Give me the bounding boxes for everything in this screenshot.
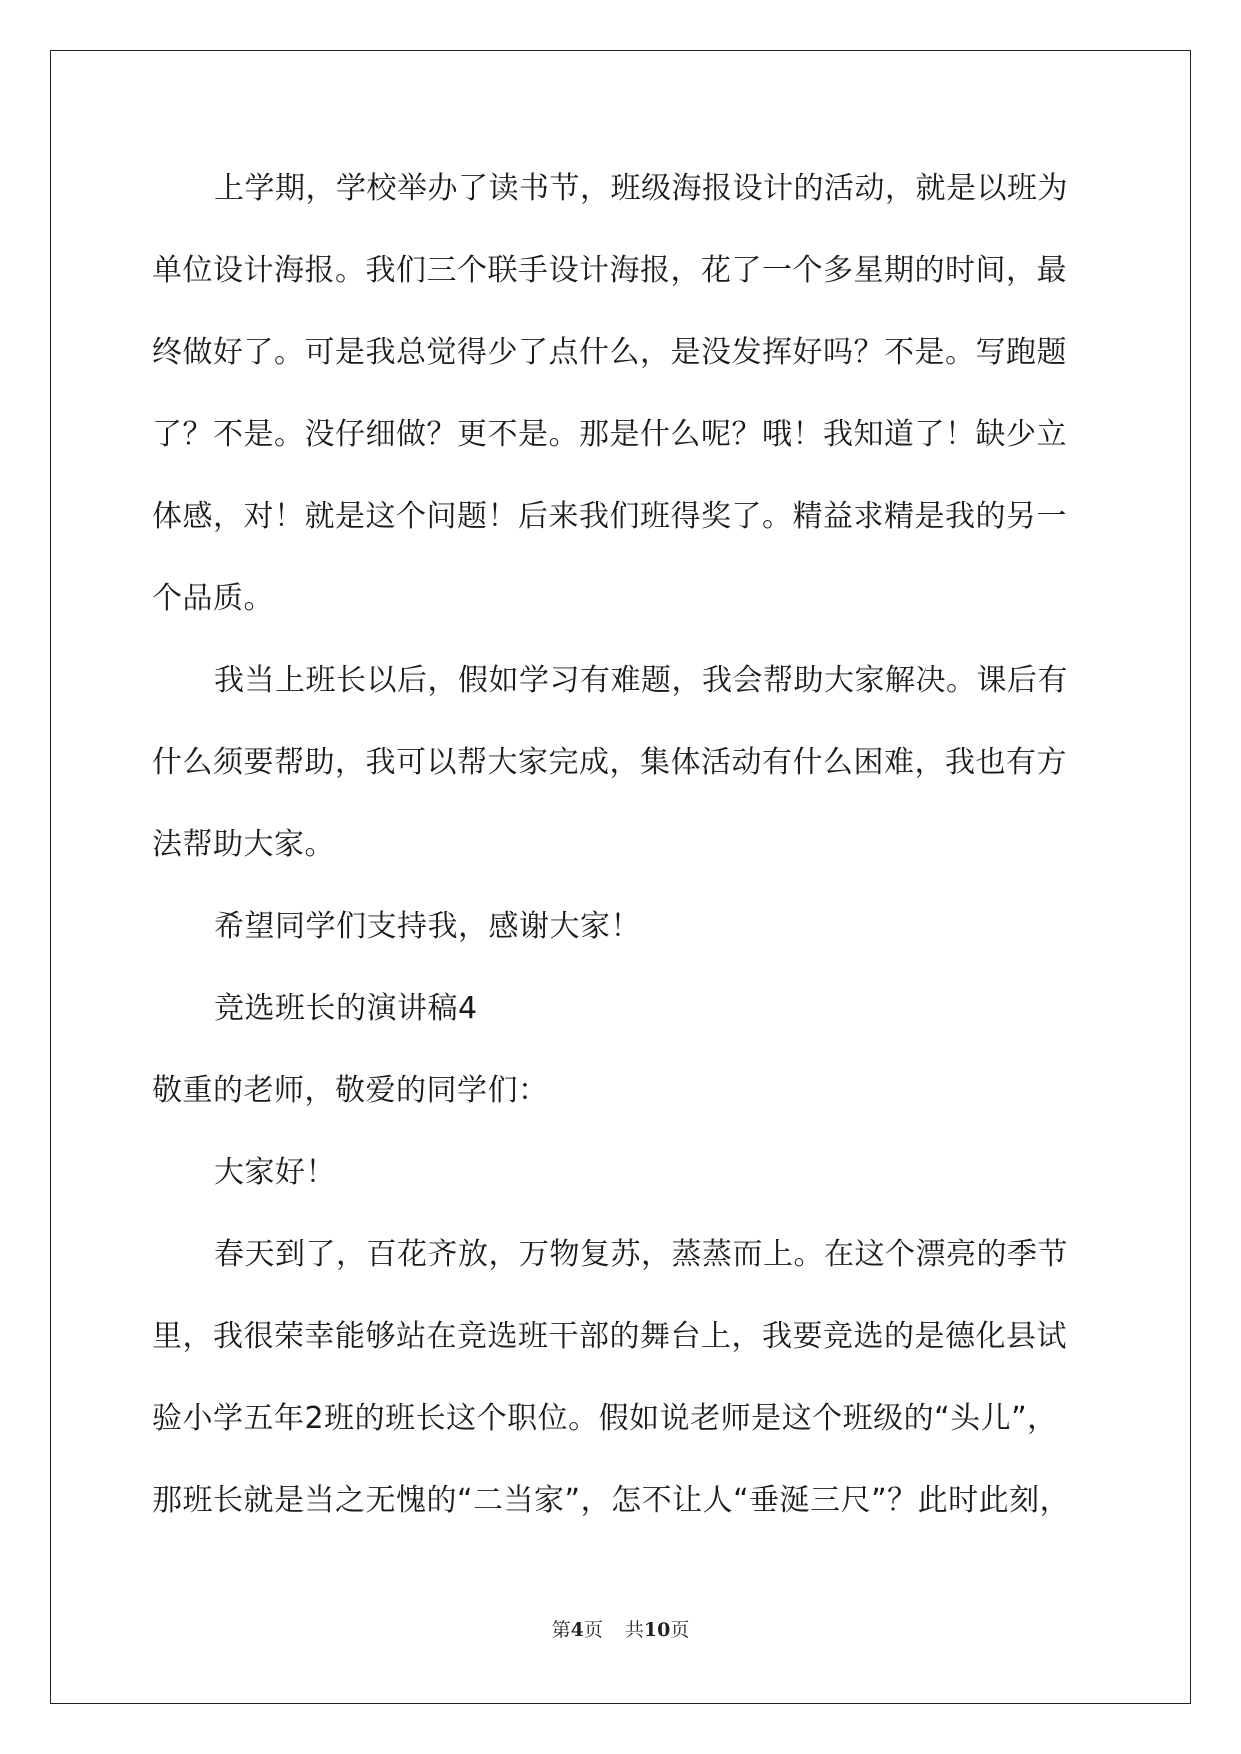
text-line: 体感，对！就是这个问题！后来我们班得奖了。精益求精是我的另一: [152, 499, 1067, 534]
text-line: 验小学五年2班的班长这个职位。假如说老师是这个班级的“头儿”，: [152, 1401, 1058, 1436]
text-line: 春天到了，百花齐放，万物复苏，蒸蒸而上。在这个漂亮的季节: [214, 1237, 1068, 1272]
text-line: 希望同学们支持我，感谢大家！: [214, 909, 641, 944]
text-line: 我当上班长以后，假如学习有难题，我会帮助大家解决。课后有: [214, 663, 1068, 698]
page-suffix: 页: [583, 1619, 603, 1641]
greeting: 大家好！: [214, 1155, 336, 1190]
text-line: 了？不是。没仔细做？更不是。那是什么呢？哦！我知道了！缺少立: [152, 417, 1067, 452]
document-body: [152, 148, 1090, 1542]
total-suffix: 页: [670, 1619, 690, 1641]
total-pages: 10: [643, 1619, 671, 1641]
page-prefix: 第: [551, 1619, 571, 1641]
text-line: 上学期，学校举办了读书节，班级海报设计的活动，就是以班为: [214, 171, 1068, 206]
text-line: 单位设计海报。我们三个联手设计海报，花了一个多星期的时间，最: [152, 253, 1067, 288]
text-line: 法帮助大家。: [152, 827, 335, 862]
section-heading: 竞选班长的演讲稿4: [214, 991, 478, 1026]
page-number: 4: [570, 1619, 584, 1641]
page-footer: [0, 1615, 1241, 1642]
text-line: 里，我很荣幸能够站在竞选班干部的舞台上，我要竞选的是德化县试: [152, 1319, 1067, 1354]
text-line: 那班长就是当之无愧的“二当家”，怎不让人“垂涎三尺”？此时此刻，: [152, 1483, 1071, 1518]
text-line: 个品质。: [152, 581, 274, 616]
text-line: 什么须要帮助，我可以帮大家完成，集体活动有什么困难，我也有方: [152, 745, 1067, 780]
salutation: 敬重的老师，敬爱的同学们：: [152, 1073, 549, 1108]
text-line: 终做好了。可是我总觉得少了点什么，是没发挥好吗？不是。写跑题: [152, 335, 1067, 370]
total-prefix: 共: [624, 1619, 644, 1641]
